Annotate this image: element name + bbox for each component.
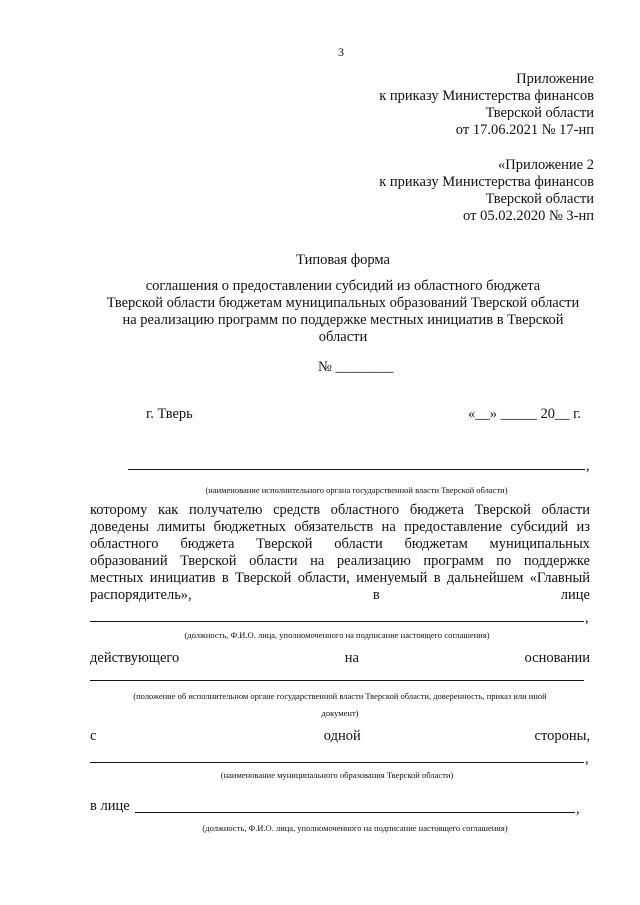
body-word: областного: [90, 536, 159, 552]
basis-document-caption: [70, 691, 610, 719]
page-number: 3: [338, 45, 344, 59]
acting-word: действующего: [90, 650, 180, 666]
body-paragraph: [90, 502, 590, 604]
body-word: Тверской: [256, 536, 313, 552]
body-word: в: [372, 587, 380, 603]
municipality-person-caption: (должность, Ф.И.О. лица, уполномоченного на подписание настоящего соглашения): [202, 823, 508, 833]
field-comma: ,: [585, 610, 589, 626]
body-line: доведены лимиты бюджетных обязательств на предоставление субсидий из: [90, 519, 590, 535]
form-title: Типовая форма: [296, 252, 390, 268]
agreement-title-line: соглашения о предоставлении субсидий из областного бюджета: [145, 278, 541, 294]
one-side-row: [90, 728, 590, 745]
field-comma: ,: [586, 458, 590, 474]
authorized-person-field[interactable]: [90, 621, 584, 622]
appendix-1-line: от 17.06.2021 № 17-нп: [455, 122, 594, 138]
authorized-person-caption: (должность, Ф.И.О. лица, уполномоченного на подписание настоящего соглашения): [184, 630, 490, 640]
appendix-1-header: [330, 71, 594, 139]
municipality-caption: (наименование муниципального образования Тверской области): [220, 770, 454, 780]
side-word: стороны,: [534, 728, 590, 744]
appendix-1-line: Приложение: [516, 71, 594, 87]
appendix-2-line: «Приложение 2: [498, 157, 594, 173]
body-line: [90, 536, 590, 553]
acting-basis-row: [90, 650, 590, 667]
appendix-1-line: Тверской области: [485, 105, 594, 121]
body-word: области: [334, 536, 383, 552]
body-line: которому как получателю средств областного бюджета Тверской области: [90, 502, 590, 518]
person-label: в лице: [90, 798, 130, 814]
agreement-title-line: Тверской области бюджетам муниципальных образований Тверской области: [106, 295, 580, 311]
body-line: [90, 587, 590, 604]
acting-word: основании: [524, 650, 590, 666]
field-comma: ,: [585, 751, 589, 767]
appendix-2-line: Тверской области: [485, 191, 594, 207]
body-line: образований Тверской области на реализацию программ по поддержке: [90, 553, 590, 569]
field-comma: ,: [576, 801, 580, 817]
body-line: местных инициатив в Тверской области, именуемый в дальнейшем «Главный: [90, 570, 590, 586]
basis-caption-line: (положение об исполнительном органе государственной власти Тверской области, доверенность, приказ или иной: [133, 691, 547, 701]
appendix-1-line: к приказу Министерства финансов: [379, 88, 594, 104]
body-word: бюджетам: [404, 536, 468, 552]
body-word: муниципальных: [489, 536, 590, 552]
agreement-number: № ________: [318, 359, 394, 375]
agreement-date: «__» _____ 20__ г.: [468, 406, 582, 422]
appendix-2-header: [330, 157, 594, 225]
body-word: бюджета: [180, 536, 235, 552]
city: г. Тверь: [146, 406, 193, 422]
side-word: с: [90, 728, 97, 744]
agreement-title-line: на реализацию программ по поддержке местных инициатив в Тверской: [122, 312, 564, 328]
body-word: лице: [560, 587, 590, 603]
basis-document-field[interactable]: [90, 680, 584, 681]
body-word: распорядитель»,: [90, 587, 192, 603]
agreement-title: [90, 278, 596, 346]
basis-caption-line: документ): [321, 708, 359, 718]
agreement-title-line: области: [318, 329, 368, 345]
side-word: одной: [323, 728, 361, 744]
executive-body-field[interactable]: [128, 469, 585, 470]
municipality-person-field[interactable]: [135, 812, 575, 813]
municipality-field[interactable]: [90, 762, 584, 763]
acting-word: на: [344, 650, 359, 666]
appendix-2-line: к приказу Министерства финансов: [379, 174, 594, 190]
appendix-2-line: от 05.02.2020 № 3-нп: [463, 208, 594, 224]
executive-body-caption: (наименование исполнительного органа государственной власти Тверской области): [205, 485, 508, 495]
